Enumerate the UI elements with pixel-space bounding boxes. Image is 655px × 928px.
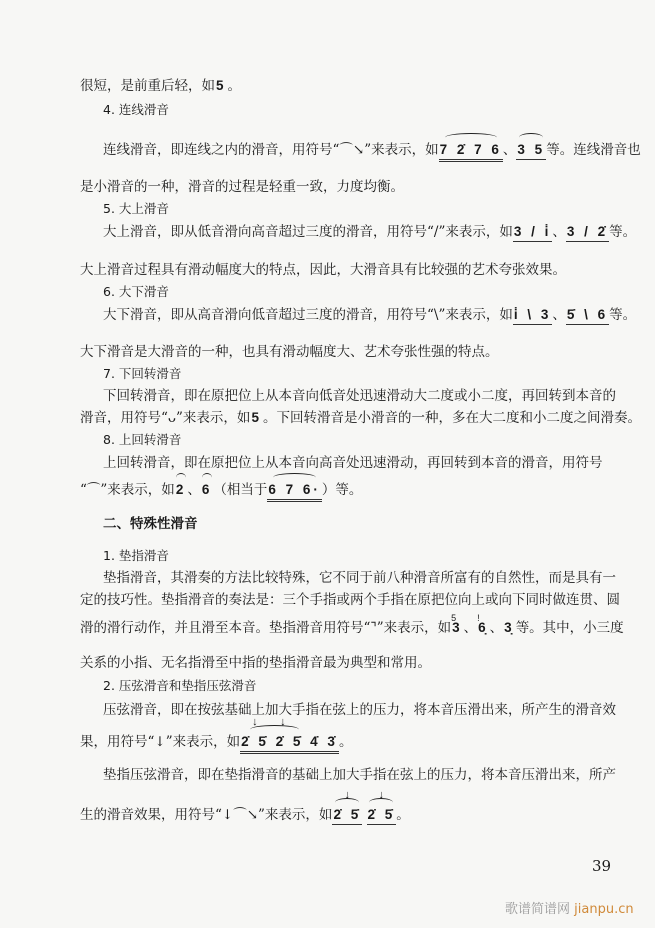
text: 等。 [609,224,637,240]
subheading: 8. 上回转滑音 [103,432,182,447]
subheading: 5. 大上滑音 [103,201,169,216]
text-line [80,716,353,754]
text: 连线滑音，即连线之内的滑音，用符号“ [103,142,340,158]
text: 、 [552,224,566,240]
notation: 5 [251,410,262,425]
text: 、 [552,307,566,323]
text-line [80,409,641,427]
notation: 5 [216,78,227,93]
notation: i̇ \ 3 [513,306,553,325]
subheading: 1. 垫指滑音 [103,548,169,563]
notation: 5 3 [451,613,463,635]
text-line [103,141,641,162]
notation: 3̣ [504,620,515,635]
watermark: 歌谱简谱网 jianpu.cn [505,902,634,917]
slur-symbol: ⌒↘ [339,142,365,158]
text: 等。其中，小三度 [515,620,624,636]
text: 很短，是前重后轻，如 [80,78,215,94]
text: 果，用符号“↓”来表示，如 [80,734,241,750]
notation: 7 2̇ 7 6 [439,141,503,162]
text-line: 垫指滑音，其滑奏的方法比较特殊，它不同于前八种滑音所富有的自然性，而是具有一 [103,570,616,586]
text: 。 [338,734,353,750]
notation: 3 / 2̇ [566,223,609,242]
text: 。 [227,78,242,94]
text: 、 [502,142,517,158]
text: 生的滑音效果，用符号“ [80,807,222,823]
notation: ! 6̣ [477,613,489,635]
text: ”来表示，如 [364,142,439,158]
text-line [80,613,624,637]
notation: 3 / i̇ [513,223,553,242]
text: 滑的滑行动作，并且滑至本音。垫指滑音用符号“⌝”来表示，如 [80,620,452,636]
text-line [80,77,241,95]
text-line: 下回转滑音，即在原把位上从本音向低音处迅速滑动大二度或小二度，再回转到本音的 [103,388,616,404]
text: 等。连线滑音也 [546,142,641,158]
page-number: 39 [592,857,612,875]
text-line: 关系的小指、无名指滑至中指的垫指滑音最为典型和常用。 [80,655,431,671]
notation: ↓ 2̇ 5̇ [367,806,397,825]
notation: 6 [201,481,214,499]
text: 、 [187,482,201,498]
text: ”来表示，如 [258,807,333,823]
text-line [103,306,636,325]
text-line [103,223,636,242]
subheading: 4. 连线滑音 [103,102,169,117]
text: 、 [489,620,504,636]
notation: 2 [175,481,188,499]
notation: 3 5 [516,141,546,160]
text-line: 大下滑音是大滑音的一种，也具有滑动幅度大、艺术夸张性强的特点。 [80,344,499,360]
slide-press-symbol: ↓⌒↘ [221,807,259,823]
notation: ↓ ↓ 2̇ 5̇ 2̇ 5̇ 4̇ 3̇ [240,733,339,754]
subheading: 7. 下回转滑音 [103,366,182,381]
text-line: 上回转滑音，即在原把位上从本音向高音处迅速滑动，再回转到本音的滑音，用符号 [103,455,603,471]
text: 。下回转滑音是小滑音的一种，多在大二度和小二度之间滑奏。 [262,410,641,426]
text: ）等。 [321,482,363,498]
text-line [80,481,362,502]
text: 滑音，用符号“ᴗ”来表示，如 [80,410,251,426]
subheading: 2. 压弦滑音和垫指压弦滑音 [103,678,257,693]
notation: ↓ 2̇ 5̇ [332,806,362,825]
text: 大上滑音，即从低音滑向高音超过三度的滑音，用符号“/”来表示，如 [103,224,513,240]
text-line: 压弦滑音，即在按弦基础上加大手指在弦上的压力，将本音压滑出来，所产生的滑音效 [103,702,616,718]
text: 。 [396,807,410,823]
text-line: 垫指压弦滑音，即在垫指滑音的基础上加大手指在弦上的压力，将本音压滑出来，所产 [103,767,616,783]
text: 等。 [609,307,637,323]
text: “⌒”来表示，如 [80,482,175,498]
text-line [80,789,410,825]
text-line: 大上滑音过程具有滑动幅度大的特点，因此，大滑音具有比较强的艺术夸张效果。 [80,262,566,278]
notation: 5̇ \ 6 [566,306,609,325]
text: （相当于 [213,482,268,498]
subheading: 6. 大下滑音 [103,284,169,299]
text: 大下滑音，即从高音滑向低音超过三度的滑音，用符号“\”来表示，如 [103,307,513,323]
text: 、 [463,620,478,636]
text-line: 是小滑音的一种，滑音的过程是轻重一致，力度均衡。 [80,179,404,195]
notation: 6 7 6· [267,481,322,502]
text-line: 定的技巧性。垫指滑音的奏法是：三个手指或两个手指在原把位向上或向下同时做连贯、圆 [80,592,620,608]
section-heading: 二、特殊性滑音 [103,516,198,532]
